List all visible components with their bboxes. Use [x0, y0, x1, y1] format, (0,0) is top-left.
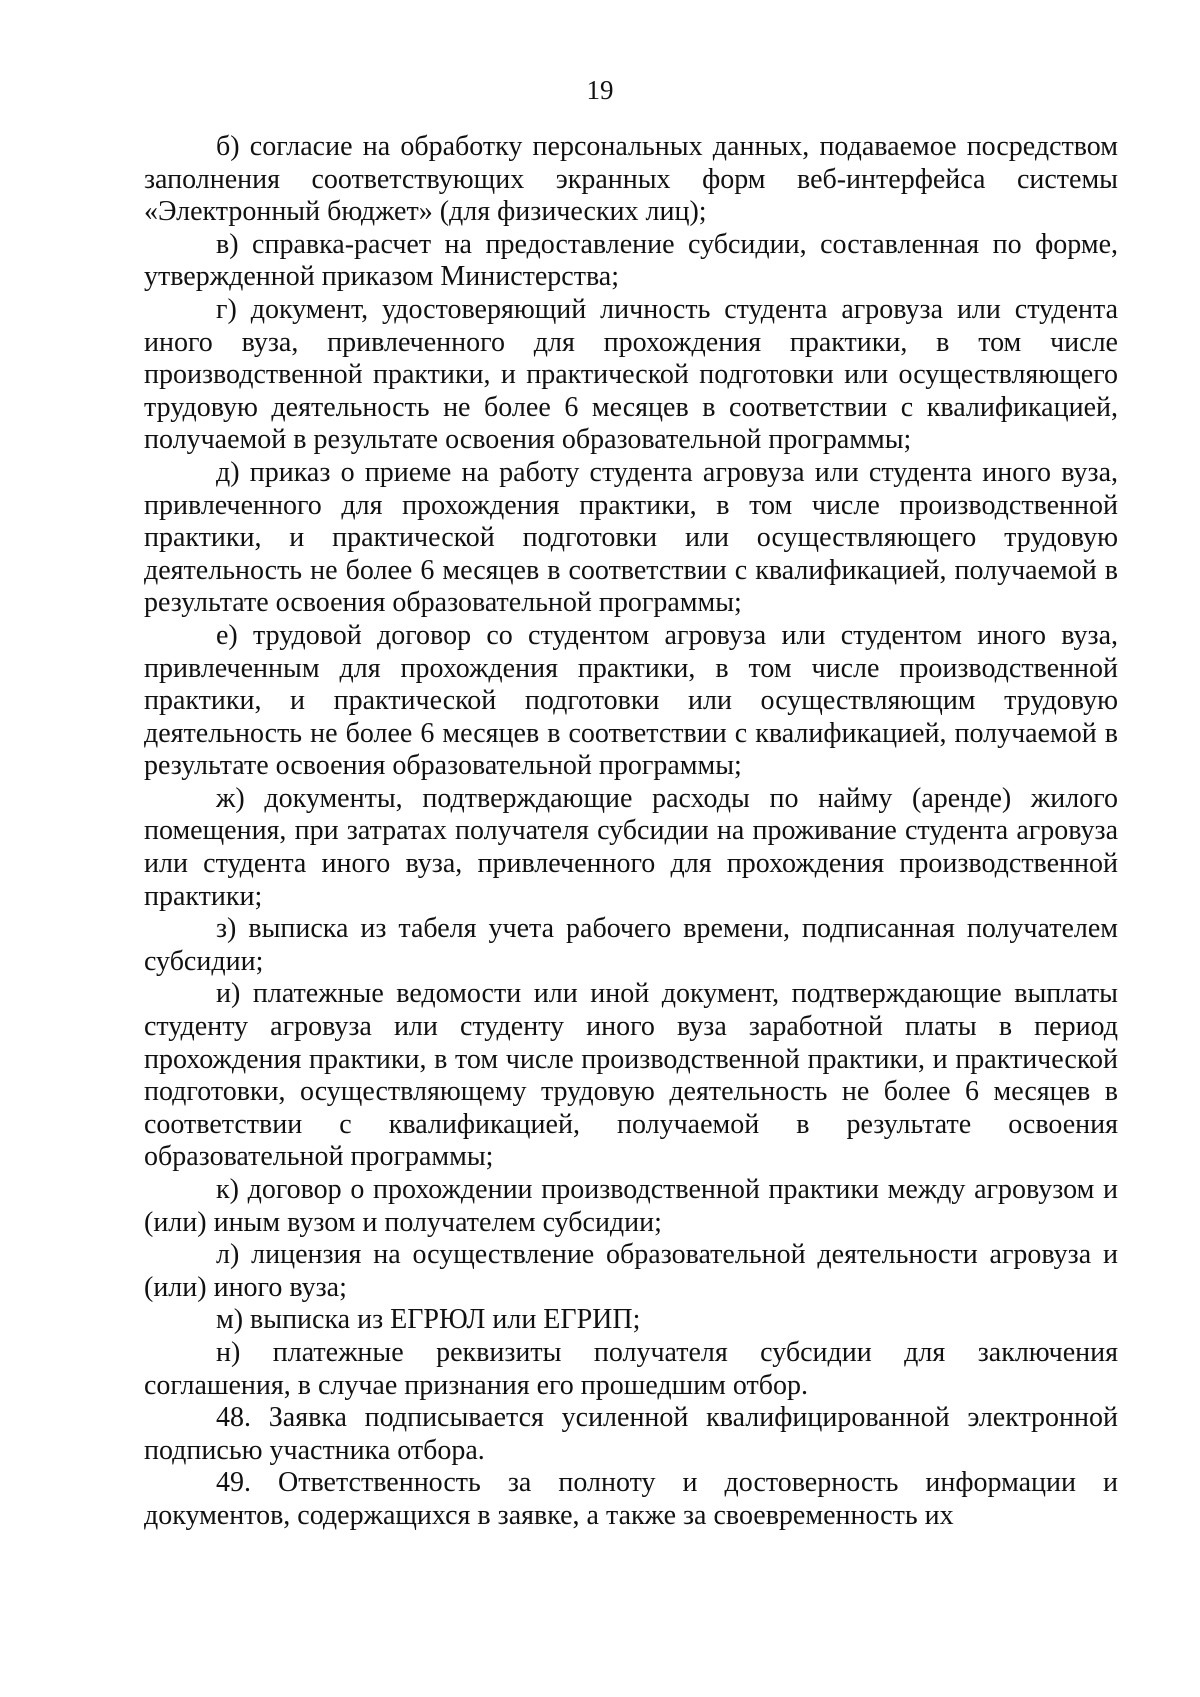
paragraph-d-hiring-order: д) приказ о приеме на работу студента агровуза или студента иного вуза, привлеченного для прохождения практики, в том числе производственной практики, и практической подготовки или осуществляющего трудовую деятельность не более 6 месяцев в соответствии с квалификацией, получаемой в результате освоения образовательной программы;	[144, 456, 1118, 619]
paragraph-k-practice-agreement: к) договор о прохождении производственной практики между агровузом и (или) иным вузом и получателем субсидии;	[144, 1174, 1118, 1238]
paragraph-m-registry-extract: м) выписка из ЕГРЮЛ или ЕГРИП;	[216, 1304, 641, 1336]
page-number: 19	[586, 75, 614, 105]
paragraph-b-consent: б) согласие на обработку персональных данных, подаваемое посредством заполнения соответствующих экранных форм веб-интерфейса системы «Электронный бюджет» (для физических лиц);	[144, 131, 1118, 228]
document-body	[144, 131, 1118, 1533]
paragraph-zh-housing-expenses: ж) документы, подтверждающие расходы по найму (аренде) жилого помещения, при затратах получателя субсидии на проживание студента агровуза или студента иного вуза, привлеченного для прохождения производственной практики;	[144, 782, 1118, 912]
paragraph-n-payment-details: н) платежные реквизиты получателя субсидии для заключения соглашения, в случае признания его прошедшим отбор.	[144, 1336, 1118, 1401]
paragraph-l-license: л) лицензия на осуществление образовательной деятельности агровуза и (или) иного вуза;	[144, 1239, 1118, 1303]
paragraph-v-calculation: в) справка-расчет на предоставление субсидии, составленная по форме, утвержденной приказом Министерства;	[144, 228, 1118, 293]
paragraph-49-responsibility: 49. Ответственность за полноту и достоверность информации и документов, содержащихся в заявке, а также за своевременность их	[144, 1467, 1118, 1531]
paragraph-g-identity-document: г) документ, удостоверяющий личность студента агровуза или студента иного вуза, привлеченного для прохождения практики, в том числе производственной практики, и практической подготовки или осуществляющего трудовую деятельность не более 6 месяцев в соответствии с квалификацией, получаемой в результате освоения образовательной программы;	[144, 293, 1118, 456]
paragraph-e-employment-contract: е) трудовой договор со студентом агровуза или студентом иного вуза, привлеченным для прохождения практики, в том числе производственной практики, и практической подготовки или осуществляющим трудовую деятельность не более 6 месяцев в соответствии с квалификацией, получаемой в результате освоения образовательной программы;	[144, 619, 1118, 782]
paragraph-i-payroll: и) платежные ведомости или иной документ, подтверждающие выплаты студенту агровуза или студенту иного вуза заработной платы в период прохождения практики, в том числе производственной практики, и практической подготовки, осуществляющему трудовую деятельность не более 6 месяцев в соответствии с квалификацией, получаемой в результате освоения образовательной программы;	[144, 978, 1118, 1173]
paragraph-48-signature: 48. Заявка подписывается усиленной квалифицированной электронной подписью участника отбора.	[144, 1402, 1118, 1466]
paragraph-z-timesheet: з) выписка из табеля учета рабочего времени, подписанная получателем субсидии;	[144, 913, 1118, 977]
